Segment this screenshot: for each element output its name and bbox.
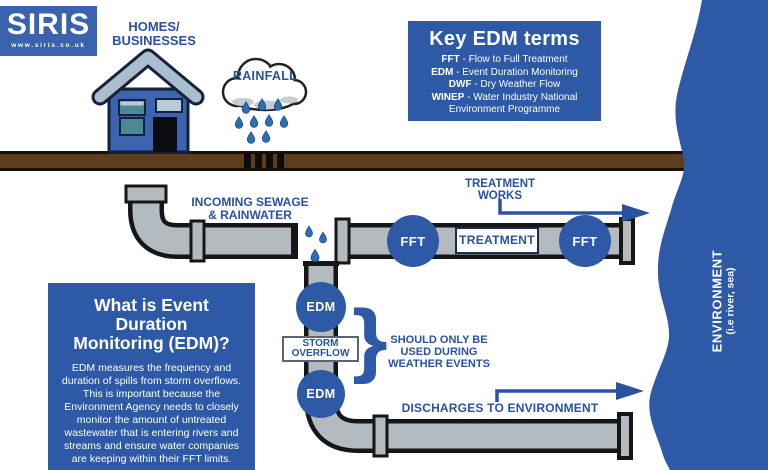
siris-logo [0, 6, 97, 56]
logo-url: www.siris.co.uk [11, 42, 86, 49]
edm-badge-2: EDM [297, 370, 345, 418]
discharge-arrow [497, 382, 644, 402]
rainfall-label: RAINFALL [232, 69, 298, 83]
house-icon [100, 57, 196, 152]
logo-title: SIRIS [6, 8, 91, 41]
edm-explainer-panel [48, 283, 255, 470]
sewage-drips-icon [306, 226, 327, 262]
fft-badge-1: FFT [387, 215, 439, 267]
key-edm-terms-panel [408, 21, 601, 121]
key-terms-title: Key EDM terms [429, 28, 580, 50]
key-term-row: DWF - Dry Weather Flow [448, 79, 561, 90]
storm-overflow-box: STORM OVERFLOW [282, 336, 359, 362]
key-terms-list [408, 54, 601, 117]
discharges-label: DISCHARGES TO ENVIRONMENT [401, 401, 599, 415]
weather-events-label: SHOULD ONLY BE USED DURING WEATHER EVENTS [388, 334, 490, 370]
key-term-row: WINEP - Water Industry National Environment Programme [431, 91, 578, 115]
edm-badge-1: EDM [296, 282, 346, 332]
key-term-row: EDM - Event Duration Monitoring [431, 66, 578, 78]
key-term-row: FFT - Flow to Full Treatment [441, 54, 568, 65]
curly-brace-icon: } [352, 294, 388, 385]
treatment-box: TREATMENT [455, 227, 539, 254]
incoming-sewage-label: INCOMING SEWAGE & RAINWATER [191, 195, 309, 222]
edm-panel-title: What is Event Duration Monitoring (EDM)? [73, 295, 230, 353]
homes-businesses-label: HOMES/ BUSINESSES [112, 19, 196, 48]
treatment-works-label: TREATMENT WORKS [464, 178, 536, 202]
fft-badge-2: FFT [559, 215, 611, 267]
environment-label: ENVIRONMENT (i.e river, sea) [709, 249, 737, 352]
edm-panel-body: EDM measures the frequency and duration of spills from storm overflows. This is important because the Environment Agency needs to closely monitor the amount of untreated wastewater that is entering rivers and streams and ensure water companies are keeping within their FFT limits. [61, 362, 242, 465]
